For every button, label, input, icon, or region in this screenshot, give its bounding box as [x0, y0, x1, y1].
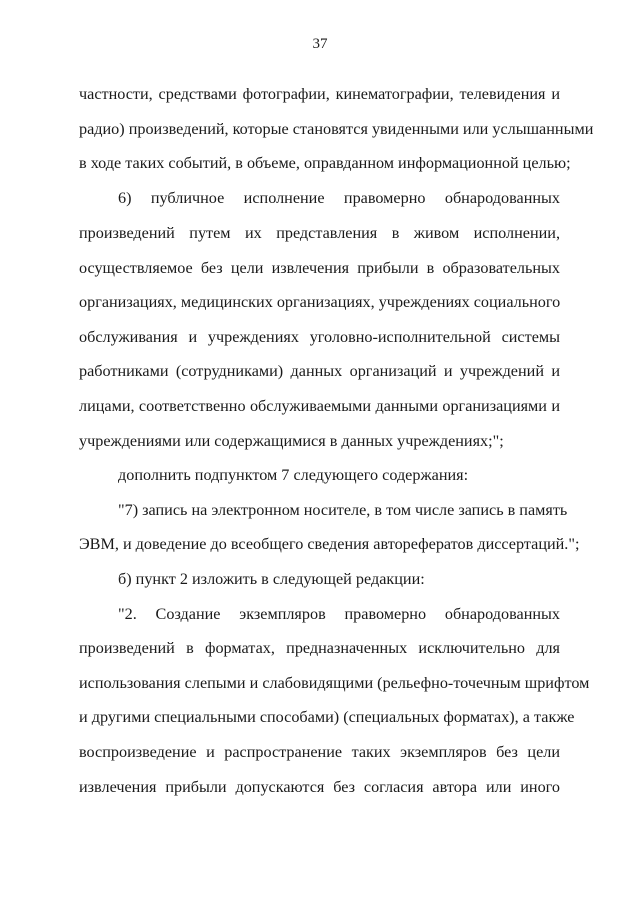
text-line: произведений в форматах, предназначенных исключительно для	[79, 639, 560, 657]
text-line: обслуживания и учреждениях уголовно-исполнительной системы	[79, 328, 560, 346]
text-line: произведений путем их представления в живом исполнении,	[79, 224, 560, 242]
text-line: извлечения прибыли допускаются без согласия автора или иного	[79, 778, 560, 796]
text-line: учреждениями или содержащимися в данных учреждениях;";	[79, 432, 504, 450]
text-line: организациях, медицинских организациях, учреждениях социального	[79, 293, 561, 311]
text-line: "7) запись на электронном носителе, в том числе запись в память	[118, 501, 568, 519]
text-line: частности, средствами фотографии, кинематографии, телевидения и	[79, 85, 560, 103]
text-line: осуществляемое без цели извлечения прибыли в образовательных	[79, 259, 560, 277]
text-line: радио) произведений, которые становятся увиденными или услышанными	[79, 120, 594, 138]
text-line: ЭВМ, и доведение до всеобщего сведения авторефератов диссертаций.";	[79, 535, 580, 553]
text-line: работниками (сотрудниками) данных организаций и учреждений и	[79, 362, 560, 380]
text-line: "2. Создание экземпляров правомерно обнародованных	[118, 605, 560, 623]
page-number: 37	[312, 36, 328, 52]
text-line: воспроизведение и распространение таких экземпляров без цели	[79, 743, 560, 761]
text-line: б) пункт 2 изложить в следующей редакции:	[118, 570, 425, 588]
text-line: 6) публичное исполнение правомерно обнародованных	[118, 189, 560, 207]
text-line: лицами, соответственно обслуживаемыми данными организациями и	[79, 397, 560, 415]
text-line: в ходе таких событий, в объеме, оправданном информационной целью;	[79, 154, 571, 172]
text-line: дополнить подпунктом 7 следующего содержания:	[118, 466, 469, 484]
text-line: использования слепыми и слабовидящими (рельефно-точечным шрифтом	[79, 674, 590, 692]
text-line: и другими специальными способами) (специальных форматах), а также	[79, 708, 575, 726]
